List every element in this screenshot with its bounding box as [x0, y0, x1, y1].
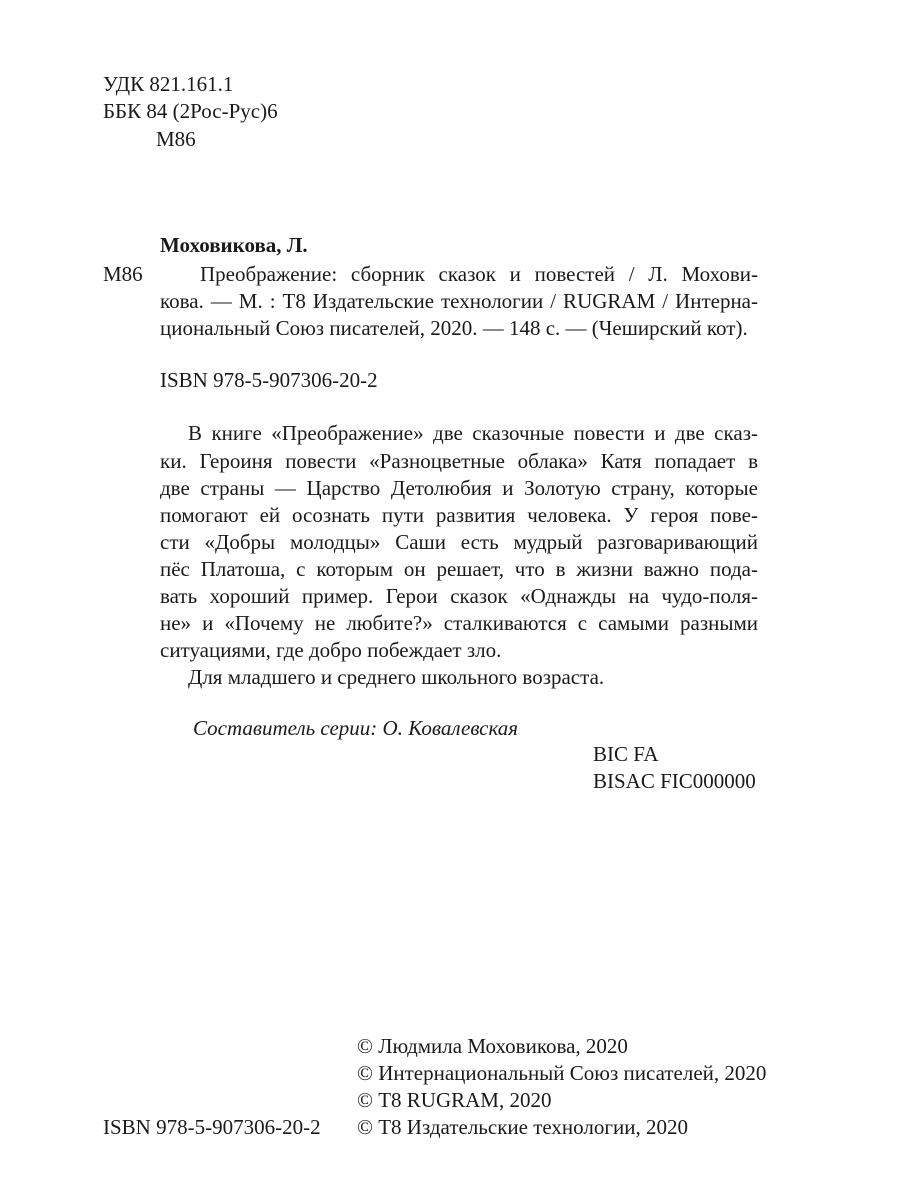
annotation-line: ситуациями, где добро побеждает зло. — [160, 638, 502, 662]
udk-code: УДК 821.161.1 — [103, 72, 234, 96]
isbn-bottom: ISBN 978-5-907306-20-2 — [103, 1115, 321, 1139]
copyright-line: © Интернациональный Союз писателей, 2020 — [357, 1061, 767, 1085]
catalog-line: циональный Союз писателей, 2020. — 148 с. — (Чеширский кот). — [160, 316, 748, 340]
annotation-line: не» и «Почему не любите?» сталкиваются с самыми разными — [160, 611, 758, 635]
copyright-line: © Людмила Моховикова, 2020 — [357, 1034, 628, 1058]
series-compiler: Составитель серии: О. Ковалевская — [193, 716, 519, 740]
catalog-line: Преображение: сборник сказок и повестей / Л. Мохови- — [200, 262, 758, 286]
bbk-code: ББК 84 (2Рос-Рус)6 — [103, 99, 278, 123]
catalog-mark: М86 — [103, 262, 143, 286]
annotation-line: две страны — Царство Детолюбия и Золотую страну, которые — [160, 476, 758, 500]
audience-note: Для младшего и среднего школьного возраста. — [188, 665, 605, 689]
author-heading: Моховикова, Л. — [160, 233, 308, 257]
bisac-code: BISAC FIC000000 — [593, 769, 756, 793]
annotation-line: вать хороший пример. Герои сказок «Однажды на чудо-поля- — [160, 584, 758, 608]
copyright-line: © Т8 Издательские технологии, 2020 — [357, 1115, 688, 1139]
annotation-line: сти «Добры молодцы» Саши есть мудрый разговаривающий — [160, 530, 758, 554]
annotation-line: пёс Платоша, с которым он решает, что в жизни важно пода- — [160, 557, 758, 581]
author-mark: М86 — [156, 127, 196, 151]
copyright-line: © Т8 RUGRAM, 2020 — [357, 1088, 552, 1112]
catalog-line: кова. — М. : Т8 Издательские технологии / RUGRAM / Интерна- — [160, 289, 758, 313]
bic-code: BIC FA — [593, 742, 659, 766]
annotation-line: помогают ей осознать пути развития человека. У героя пове- — [160, 503, 758, 527]
annotation-line: В книге «Преображение» две сказочные повести и две сказ- — [188, 421, 758, 445]
annotation-line: ки. Героиня повести «Разноцветные облака» Катя попадает в — [160, 449, 758, 473]
isbn-main: ISBN 978-5-907306-20-2 — [160, 368, 378, 392]
